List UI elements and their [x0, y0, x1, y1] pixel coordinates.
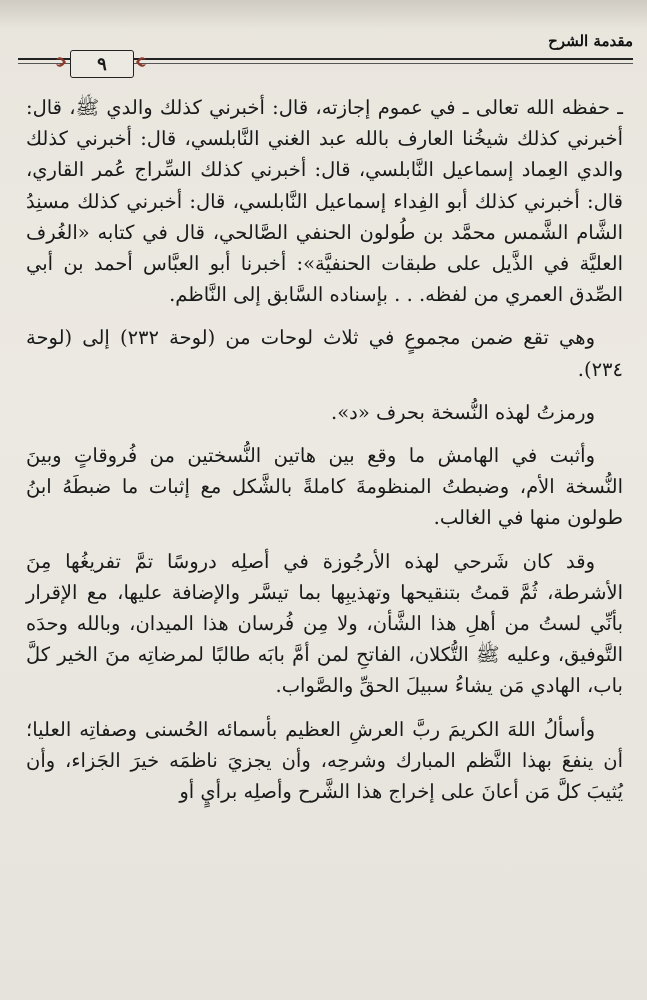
page-shadow	[0, 0, 647, 30]
paragraph-isnad: ـ حفظه الله تعالى ـ في عموم إجازته، قال: أخبرني كذلك والدي ﷺ، قال: أخبرني كذلك شيخُنا العارف بالله عبد الغني النَّابلسي، قال: أخبرني كذلك والدي العِماد إسماعيل النَّابلسي، قال: أخبرني كذلك السِّراج عُمر القاري، قال: أخبرني كذلك أبو الفِداء إسماعيل النَّابلسي، قال: أخبرني كذلك مسنِدُ الشَّام الشَّمس محمَّد بن طُولون الحنفي الصَّالحي، قال في كتابه «الغُرف العليَّة في الذَّيل على طبقات الحنفيَّة»: أخبرنا أبو العبَّاس أحمد بن أبي الصِّدق العمري من لفظه. . . بإسناده السَّابق إلى النَّاظم.	[26, 96, 623, 307]
running-header-title: مقدمة الشرح	[548, 32, 633, 50]
main-text	[26, 92, 623, 819]
paragraph-commentary-origin: وقد كان شَرحي لهذه الأرجُوزة في أصلِه دروسًا تمَّ تفريغُها مِنَ الأشرطة، ثُمَّ قمتُ بتنقيحها وتهذيبِها بما تيسَّر والإضافة عليها، مع الإقرار بأنِّي لستُ من أهلِ هذا الشَّأن، ولا مِن فُرسان هذا الميدان، وبالله وحدَه التَّوفيق، وعليه ﷺ التُّكلان، الفاتحِ لمن أمَّ بابَه طالبًا لمرضاتِه منَ الخير كلَّ باب، الهادي مَن يشاءُ سبيلَ الحقِّ والصَّواب.	[26, 549, 623, 698]
ornament-right-icon	[134, 54, 148, 70]
paragraph-manuscript-symbol: ورمزتُ لهذه النُّسخة بحرف «د».	[331, 400, 595, 424]
paragraph-supplication: وأسألُ اللهَ الكريمَ ربَّ العرشِ العظيم بأسمائه الحُسنى وصفاتِه العليا؛ أن ينفعَ بهذا النَّظم المبارك وشرحِه، وأن يجزيَ ناظمَه خيرَ الجَزاء، وأن يُثيبَ كلَّ مَن أعانَ على إخراج هذا الشَّرح وأصلِه برأيٍ أو	[26, 717, 623, 804]
paragraph-variants: وأثبت في الهامش ما وقع بين هاتين النُّسختين من فُروقاتٍ وبينَ النُّسخة الأم، وضبطتُ المنظومةَ كاملةً بالشَّكل مع إثبات ما ضبطَهُ ابنُ طولون منها في الغالب.	[26, 444, 623, 530]
paragraph-manuscript-location: وهي تقع ضمن مجموعٍ في ثلاث لوحات من (لوحة ٢٣٢) إلى (لوحة ٢٣٤).	[26, 326, 623, 381]
page-number: ٩	[70, 50, 134, 78]
ornament-left-icon	[54, 54, 68, 70]
